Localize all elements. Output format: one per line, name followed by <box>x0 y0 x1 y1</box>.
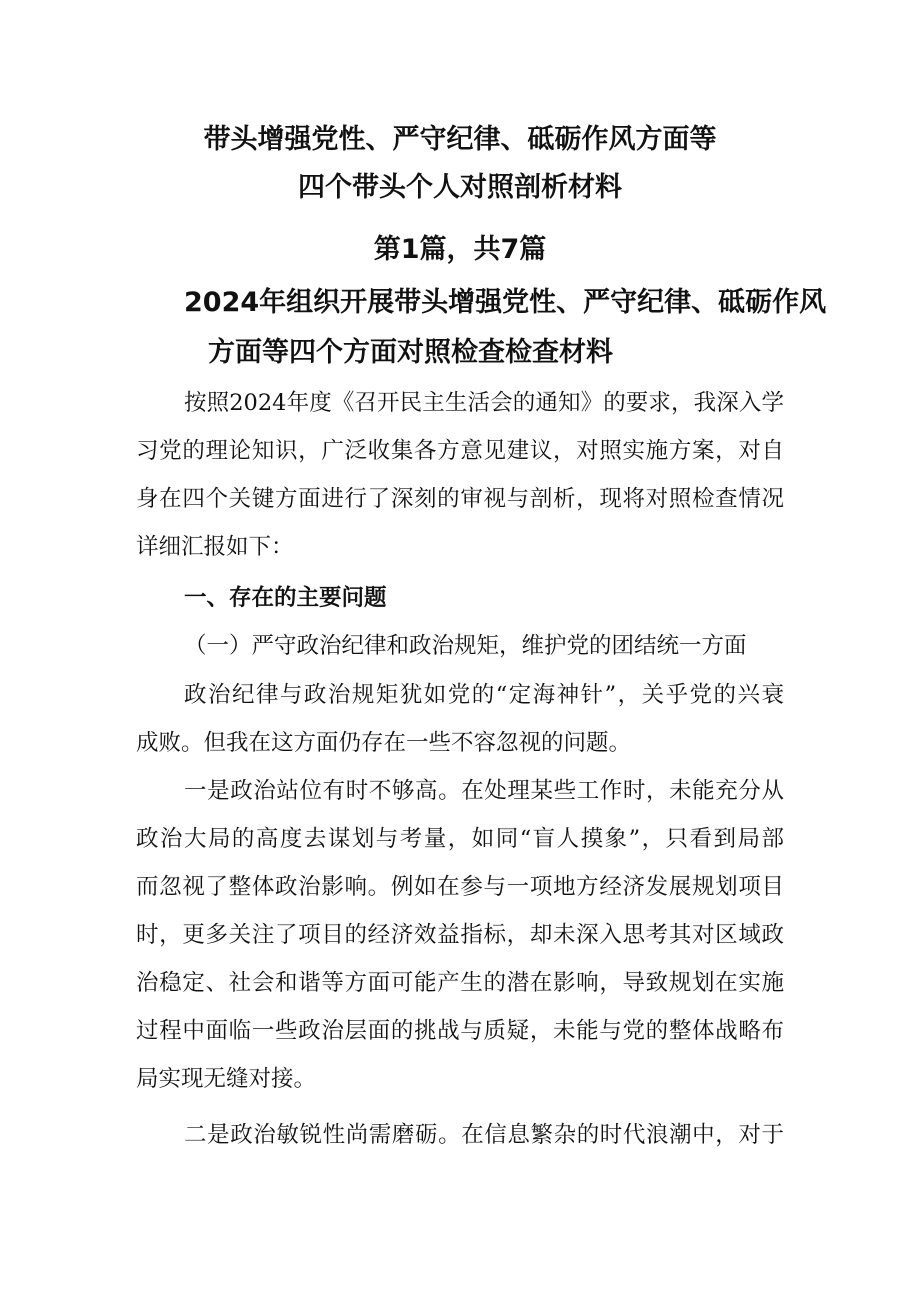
paragraph-line: 治稳定、社会和谐等方面可能产生的潜在影响，导致规划在实施 <box>136 970 784 996</box>
paragraph-line: 过程中面临一些政治层面的挑战与质疑，未能与党的整体战略布 <box>136 1018 784 1044</box>
intro-line: 身在四个关键方面进行了深刻的审视与剖析，现将对照检查情况 <box>136 486 784 512</box>
intro-line: 习党的理论知识，广泛收集各方意见建议，对照实施方案，对自 <box>136 438 784 464</box>
paragraph-line: 成败。但我在这方面仍存在一些不容忽视的问题。 <box>136 730 632 756</box>
article-title-line-2: 方面等四个方面对照检查检查材料 <box>208 337 613 368</box>
paragraph-line: 二是政治敏锐性尚需磨砺。在信息繁杂的时代浪潮中，对于 <box>184 1122 784 1148</box>
paragraph-line: 局实现无缝对接。 <box>136 1066 317 1092</box>
paragraph-line: 政治大局的高度去谋划与考量，如同“盲人摸象”，只看到局部 <box>136 826 784 852</box>
intro-line: 详细汇报如下： <box>136 534 294 560</box>
intro-line: 按照2024年度《召开民主生活会的通知》的要求，我深入学 <box>184 390 784 416</box>
paragraph-line: 政治纪律与政治规矩犹如党的“定海神针”，关乎党的兴衰 <box>184 682 784 708</box>
document-title-line-2: 四个带头个人对照剖析材料 <box>298 172 622 203</box>
subsection-title: （一）严守政治纪律和政治规矩，维护党的团结统一方面 <box>184 633 747 659</box>
paragraph-line: 时，更多关注了项目的经济效益指标，却未深入思考其对区域政 <box>136 922 784 948</box>
paragraph-line: 而忽视了整体政治影响。例如在参与一项地方经济发展规划项目 <box>136 874 784 900</box>
document-title-line-1: 带头增强党性、严守纪律、砥砺作风方面等 <box>203 124 717 155</box>
article-title-line-1: 2024年组织开展带头增强党性、严守纪律、砥砺作风 <box>184 287 827 318</box>
section-title: 一、存在的主要问题 <box>184 585 387 611</box>
part-label: 第1篇，共7篇 <box>373 234 547 265</box>
paragraph-line: 一是政治站位有时不够高。在处理某些工作时，未能充分从 <box>184 778 784 804</box>
